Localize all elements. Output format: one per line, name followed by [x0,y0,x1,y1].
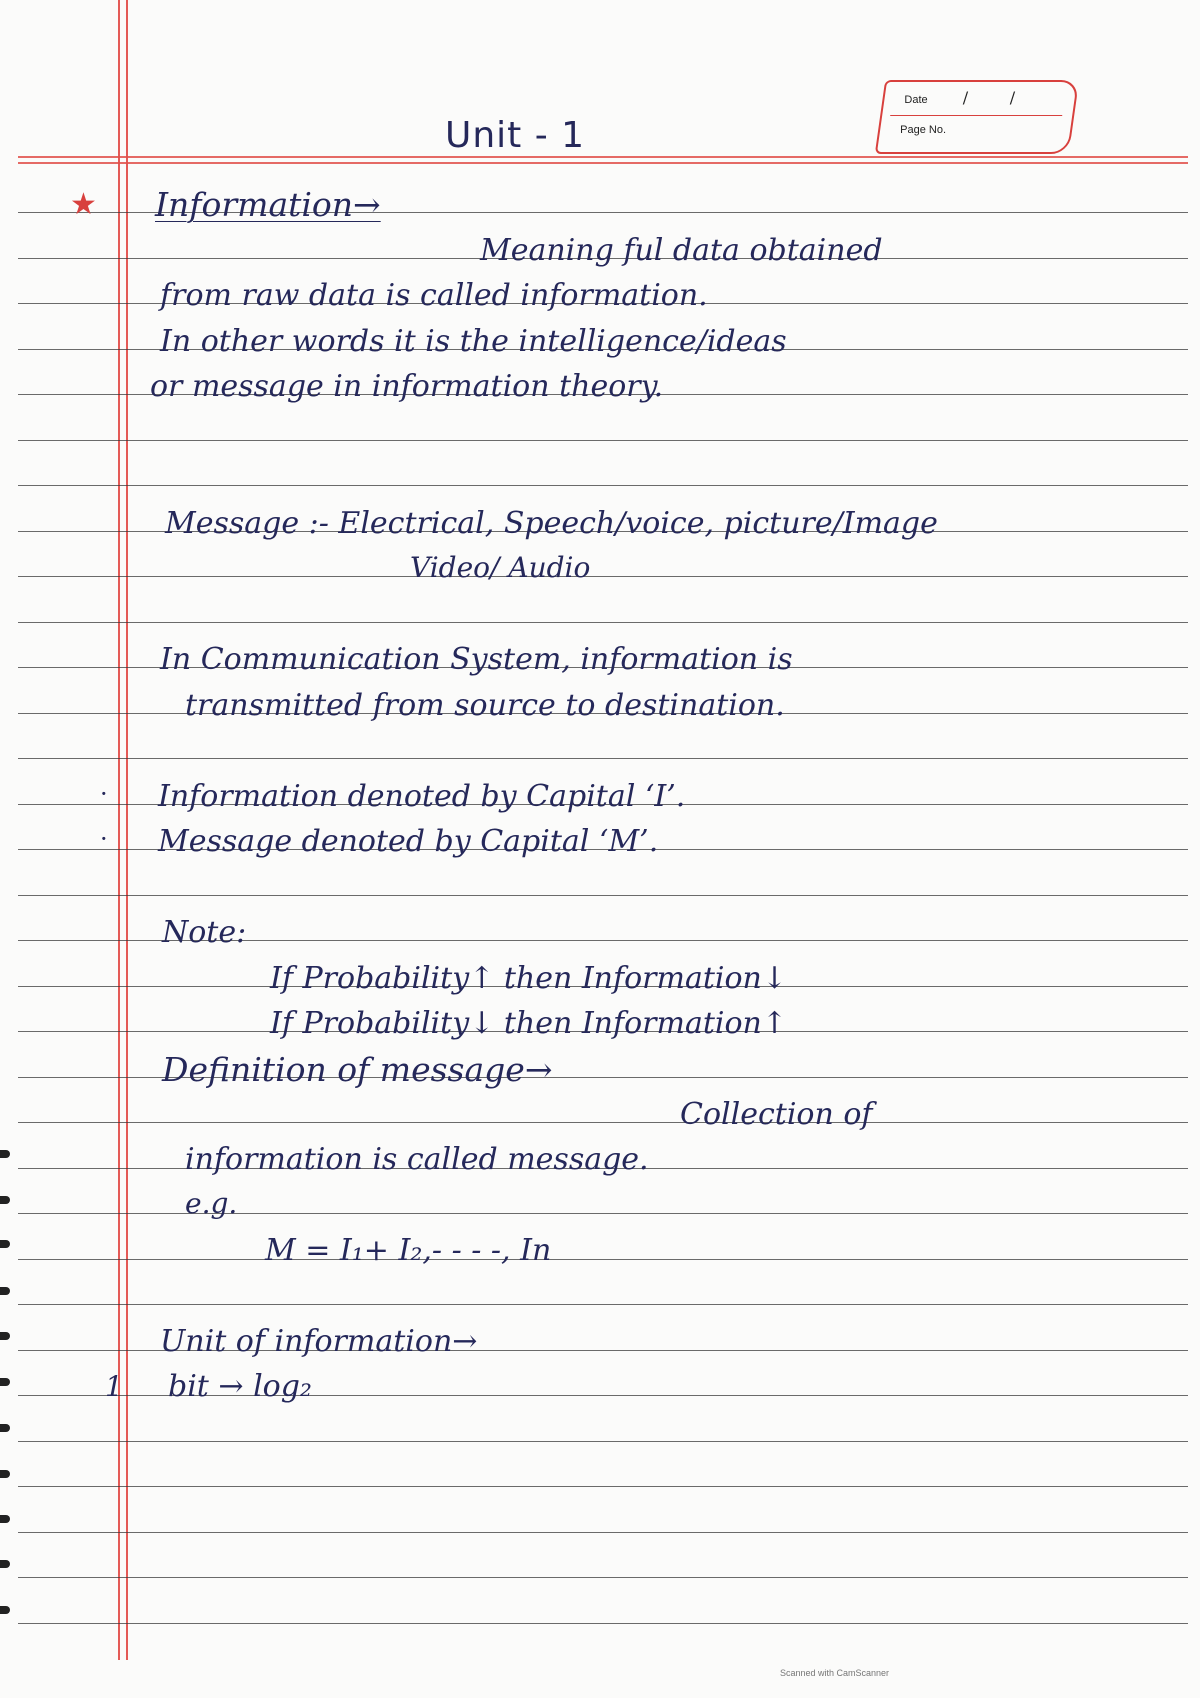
rule [18,1532,1188,1533]
star-marker: ★ [70,187,97,222]
definition-line-1: Collection of [680,1097,873,1132]
scanner-watermark: Scanned with CamScanner [780,1668,890,1678]
binding-mark [0,1560,10,1568]
rule [18,1441,1188,1442]
message-types-line-2: Video/ Audio [410,551,591,584]
information-line-1: Meaning ful data obtained [480,233,883,268]
bullet: · [100,780,108,808]
information-line-3: In other words it is the intelligence/ideas [160,324,787,359]
note-line-2: If Probability↓ then Information↑ [270,1006,788,1041]
communication-line-2: transmitted from source to destination. [185,688,785,723]
date-slash: / [962,88,969,107]
message-types-line-1: Message :- Electrical, Speech/voice, picture/Image [165,506,938,541]
binding-mark [0,1287,10,1295]
rule [18,758,1188,759]
rule [18,1122,1188,1123]
communication-line-1: In Communication System, information is [160,642,793,677]
note-heading: Note: [162,915,247,950]
bullet: · [100,825,108,853]
date-box-divider [890,115,1062,116]
rule [18,1577,1188,1578]
binding-mark [0,1196,10,1204]
example-label: e.g. [185,1187,238,1220]
notation-line-1: Information denoted by Capital ‘I’. [158,779,686,814]
information-line-2: from raw data is called information. [160,278,708,313]
definition-heading: Definition of message→ [162,1050,553,1089]
binding-mark [0,1150,10,1158]
page-title: Unit - 1 [445,115,586,156]
binding-mark [0,1332,10,1340]
message-formula: M = I₁+ I₂,- - - -, In [265,1233,552,1268]
binding-mark [0,1606,10,1614]
rule [18,1623,1188,1624]
margin-line-left [118,0,120,1660]
margin-line-right [126,0,128,1660]
rule [18,895,1188,896]
date-page-box [875,80,1079,154]
unit-bit-line: bit → log₂ [168,1369,312,1404]
unit-heading: Unit of information→ [160,1324,478,1359]
date-slash: / [1009,88,1016,107]
header-rule-2 [18,162,1188,164]
binding-mark [0,1470,10,1478]
binding-mark [0,1378,10,1386]
rule [18,1304,1188,1305]
rule [18,576,1188,577]
information-line-4: or message in information theory. [150,369,664,404]
binding-mark [0,1515,10,1523]
notation-line-2: Message denoted by Capital ‘M’. [158,824,659,859]
date-label: Date [904,94,928,106]
unit-number: 1 [105,1370,123,1403]
binding-mark [0,1424,10,1432]
note-line-1: If Probability↑ then Information↓ [270,961,788,996]
page-number-label: Page No. [900,124,947,136]
information-heading: Information→ [155,185,381,224]
binding-mark [0,1240,10,1248]
rule [18,440,1188,441]
rule [18,485,1188,486]
header-rule [18,156,1188,158]
rule [18,1259,1188,1260]
rule [18,1486,1188,1487]
definition-line-2: information is called message. [185,1142,649,1177]
rule [18,622,1188,623]
